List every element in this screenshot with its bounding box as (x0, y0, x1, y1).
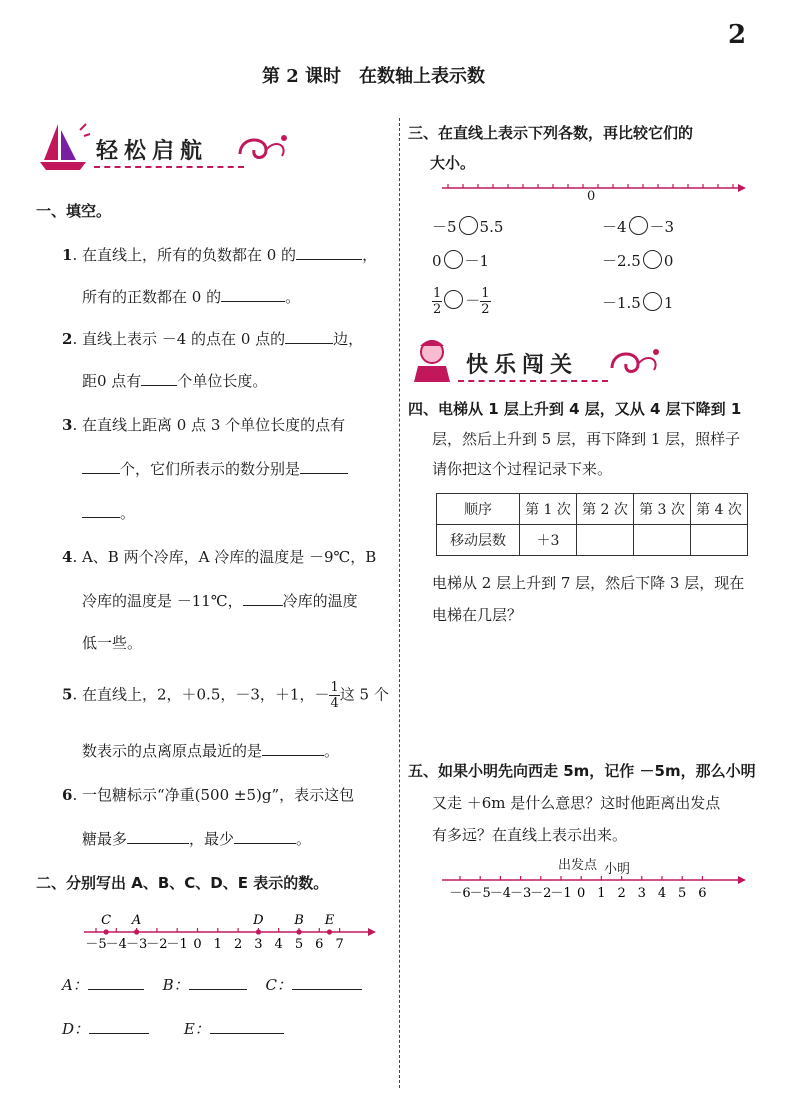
table-header-row (437, 494, 748, 525)
compare-circle[interactable] (444, 290, 463, 309)
q6-line1: 6. 一包糖标示“净重(500 ±5)g”，表示这包 (62, 786, 355, 804)
kid-mascot-icon (408, 336, 458, 386)
tick-label: －2 (530, 886, 552, 901)
tick-label: 0 (193, 937, 202, 952)
q2-line2: 距0 点有 个单位长度。 (82, 372, 268, 390)
answer-blank[interactable] (82, 459, 120, 474)
number-line-walk (438, 870, 758, 910)
sailboat-icon (36, 120, 96, 175)
q3-line2: 个，它们所表示的数分别是 (82, 458, 348, 479)
tick-label: 6 (698, 886, 707, 901)
number-line-abcde (80, 904, 380, 964)
section5-line2: 又走 ＋6m 是什么意思？这时他距离出发点 (432, 794, 721, 812)
compare-circle[interactable] (643, 250, 662, 269)
section4-line1: 四、电梯从 1 层上升到 4 层，又从 4 层下降到 1 (408, 400, 742, 418)
tick-label: －3 (509, 886, 532, 901)
column-divider (399, 118, 400, 1088)
table-cell: ＋3 (520, 525, 577, 556)
page-number: 2 (728, 20, 747, 50)
q1-line2: 所有的正数都在 0 的 。 (82, 288, 301, 306)
axis-arrow (738, 184, 746, 192)
answer-row-1: A： B： C： (62, 974, 362, 995)
tick-label: 6 (315, 937, 324, 952)
table-cell-input[interactable] (691, 525, 748, 556)
tick-label: －3 (125, 937, 148, 952)
table-cell-input[interactable] (634, 525, 691, 556)
point-marker (104, 929, 109, 934)
table-cell: 第 4 次 (691, 494, 748, 525)
axis-arrow (368, 928, 376, 936)
point-marker (134, 929, 139, 934)
tick-label: 4 (657, 886, 667, 901)
answer-blank[interactable] (89, 1019, 149, 1034)
tick-label: 3 (254, 937, 263, 952)
compare-circle[interactable] (459, 216, 478, 235)
banner-happy-challenge (408, 336, 668, 392)
tick-label: －1 (550, 886, 572, 901)
table-row (437, 525, 748, 556)
tick-label: 7 (335, 937, 344, 952)
section4-line2: 层，然后上升到 5 层，再下降到 1 层，照样子 (432, 430, 741, 448)
q5-line1: 5. 在直线上，2，＋0.5，－3，＋1，－ $\frac{1}{4}$ 这 5 个 (62, 680, 389, 711)
compare-circle[interactable] (643, 292, 662, 311)
q4-line1: 4. A、B 两个冷库，A 冷库的温度是 －9℃，B (62, 548, 377, 566)
section4-line3: 请你把这个过程记录下来。 (432, 460, 613, 478)
compare-3: 0 －1 (432, 252, 490, 270)
section3-heading-b: 大小。 (430, 154, 476, 172)
answer-blank[interactable] (141, 371, 177, 386)
tick-label: 4 (274, 937, 283, 952)
compare-6: －1.5 1 (602, 294, 674, 312)
point-marker (327, 929, 332, 934)
table-cell: 第 2 次 (577, 494, 634, 525)
compare-1: －5 5.5 (432, 218, 504, 236)
section1-heading: 一、填空。 (36, 202, 112, 220)
table-cell: 顺序 (437, 494, 520, 525)
table-cell: 移动层数 (437, 525, 520, 556)
compare-4: －2.5 0 (602, 252, 674, 270)
banner-underline (458, 380, 608, 382)
q5-line2: 数表示的点离原点最近的是 。 (82, 742, 340, 760)
table-cell: 第 3 次 (634, 494, 691, 525)
tick-label: －4 (489, 886, 512, 901)
number-line-zero-label: 0 (587, 189, 596, 204)
tick-label: 0 (577, 886, 586, 901)
banner-title: 快乐闯关 (466, 353, 579, 378)
tick-label: －4 (105, 937, 127, 952)
answer-blank[interactable] (221, 287, 285, 302)
answer-blank[interactable] (189, 975, 247, 990)
answer-blank[interactable] (210, 1019, 284, 1034)
section2-heading: 二、分别写出 A、B、C、D、E 表示的数。 (36, 874, 329, 892)
tick-label: －1 (166, 937, 188, 952)
start-point-label: 出发点 (558, 858, 598, 873)
compare-circle[interactable] (444, 250, 463, 269)
q2-line1: 2. 直线上表示 －4 的点在 0 点的 边， (62, 330, 364, 348)
tick-label: －5 (85, 937, 107, 952)
point-label: A (131, 913, 142, 928)
point-label: D (253, 913, 264, 928)
tick-label: －6 (449, 886, 471, 901)
q4-line3: 低一些。 (82, 634, 143, 652)
tick-label: －2 (146, 937, 168, 952)
point-marker (296, 929, 301, 934)
fraction: $\frac{1}{4}$ (330, 680, 339, 711)
table-cell: 第 1 次 (520, 494, 577, 525)
q3-line3: 。 (82, 502, 135, 523)
xiaoming-label: 小明 (604, 862, 631, 877)
q4-line2: 冷库的温度是 －11℃， 冷库的温度 (82, 592, 358, 610)
swirl-icon (604, 342, 664, 386)
table-cell-input[interactable] (577, 525, 634, 556)
page-title: 第 2 课时 在数轴上表示数 (262, 66, 486, 87)
answer-blank[interactable] (262, 741, 324, 756)
compare-5: $\frac{1}{2}$ － $\frac{1}{2}$ (433, 286, 490, 317)
answer-blank[interactable] (243, 591, 283, 606)
compare-circle[interactable] (629, 216, 648, 235)
compare-2: －4 －3 (602, 218, 675, 236)
banner-title: 轻松启航 (96, 139, 209, 164)
point-label: E (324, 913, 335, 928)
section5-line1: 五、如果小明先向西走 5m，记作 －5m，那么小明 (408, 762, 756, 780)
elevator-table (436, 493, 748, 556)
banner-underline (94, 166, 244, 168)
point-marker (256, 929, 261, 934)
answer-blank[interactable] (88, 975, 144, 990)
answer-blank[interactable] (285, 329, 333, 344)
tick-label: 3 (637, 886, 646, 901)
blank-number-line (438, 180, 758, 210)
section3-heading-a: 三、在直线上表示下列各数，再比较它们的 (408, 124, 694, 142)
banner-easy-start (36, 120, 296, 180)
q1-line1: 1. 在直线上，所有的负数都在 0 的 ， (62, 246, 378, 264)
answer-blank[interactable] (234, 829, 296, 844)
tick-label: －5 (469, 886, 491, 901)
q3-line1: 3. 在直线上距离 0 点 3 个单位长度的点有 (62, 416, 346, 434)
answer-blank[interactable] (296, 245, 362, 260)
q6-line2: 糖最多 ，最少 。 (82, 830, 312, 848)
tick-label: 2 (233, 937, 243, 952)
tick-label: 5 (294, 937, 304, 952)
section4-question-line2: 电梯在几层？ (432, 606, 523, 624)
answer-blank[interactable] (292, 975, 362, 990)
answer-blank[interactable] (82, 503, 120, 518)
tick-label: 5 (678, 886, 687, 901)
axis-arrow (738, 876, 746, 884)
answer-row-2: D： E： (62, 1018, 284, 1039)
tick-label: 1 (597, 886, 606, 901)
section4-question-line1: 电梯从 2 层上升到 7 层，然后下降 3 层，现在 (432, 574, 745, 592)
section5-line3: 有多远？在直线上表示出来。 (432, 826, 628, 844)
point-label: B (294, 913, 304, 928)
tick-label: 2 (617, 886, 626, 901)
answer-blank[interactable] (127, 829, 189, 844)
answer-blank[interactable] (300, 459, 348, 474)
tick-label: 1 (213, 937, 222, 952)
point-label: C (101, 913, 112, 928)
